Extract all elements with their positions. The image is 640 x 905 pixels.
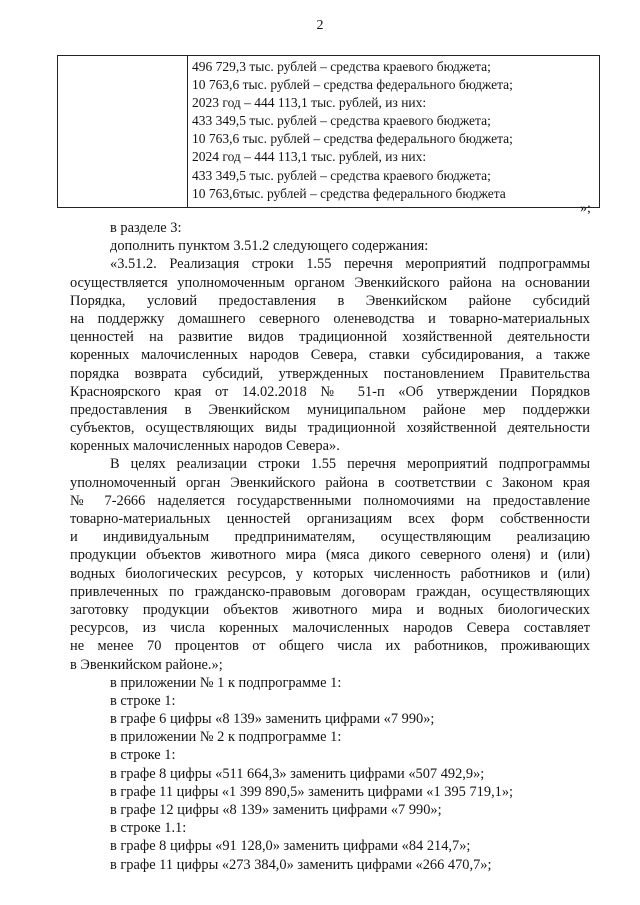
text-line: в графе 11 цифры «1 399 890,5» заменить цифрами «1 395 719,1»; [110, 783, 514, 800]
text-line: продукции объектов животного мира (мяса дикого северного оленя) и (или) [70, 547, 590, 564]
table-line: 2024 год – 444 113,1 тыс. рублей, из них: [192, 149, 427, 165]
text-line: ценностей на развитие видов традиционной хозяйственной деятельности [70, 329, 590, 346]
text-line: в строке 1: [110, 747, 176, 764]
text-line: дополнить пунктом 3.51.2 следующего содержания: [110, 238, 429, 255]
table-line: 433 349,5 тыс. рублей – средства краевого бюджета; [192, 167, 491, 183]
text-line: коренных малочисленных народов Севера, ставки субсидирования, а также [70, 347, 590, 364]
text-line: уполномоченный орган Эвенкийского района в соответствии с Законом края [70, 474, 590, 491]
text-line: субъектов, осуществляющих виды традиционной хозяйственной деятельности [70, 420, 590, 437]
text-line: в графе 11 цифры «273 384,0» заменить цифрами «266 470,7»; [110, 856, 492, 873]
table-row [58, 56, 600, 208]
text-line: порядка возврата субсидий, утвержденных постановлением Правительства [70, 365, 590, 382]
text-line: товарно-материальных ценностей организациям всех форм собственности [70, 511, 590, 527]
table-left-cell [58, 56, 188, 208]
budget-table [57, 55, 600, 208]
text-line: в приложении № 2 к подпрограмме 1: [110, 729, 342, 746]
text-line: в разделе 3: [110, 220, 182, 236]
page-number: 2 [316, 18, 324, 33]
table-line: 10 763,6 тыс. рублей – средства федерального бюджета; [192, 77, 513, 93]
text-line: заготовку продукции объектов животного мира и водных биологических [70, 601, 590, 618]
table-line: 2023 год – 444 113,1 тыс. рублей, из них: [192, 95, 427, 111]
text-line: в строке 1: [110, 692, 176, 709]
table-right-cell [188, 56, 600, 208]
text-line: в Эвенкийском районе.»; [70, 656, 223, 673]
text-line: осуществляется уполномоченным органом Эвенкийского района на основании [70, 274, 590, 291]
text-line: водных биологических ресурсов, у которых численность работников и (или) [70, 565, 590, 582]
text-line: и индивидуальным предпринимателям, осуществляющим реализацию [70, 529, 590, 546]
text-line: в графе 8 цифры «511 664,3» заменить цифрами «507 492,9»; [110, 765, 485, 782]
text-line: в приложении № 1 к подпрограмме 1: [110, 674, 342, 691]
text-line: Красноярского края от 14.02.2018 № 51-п «Об утверждении Порядков [70, 383, 590, 400]
table-line: 10 763,6 тыс. рублей – средства федерального бюджета; [192, 131, 513, 147]
text-line: «3.51.2. Реализация строки 1.55 перечня мероприятий подпрограммы [110, 256, 590, 273]
text-line: № 7-2666 наделяется государственными полномочиями на предоставление [70, 492, 590, 509]
text-line: привлеченных по гражданско-правовым договорам граждан, осуществляющих [70, 583, 590, 600]
text-line: в графе 6 цифры «8 139» заменить цифрами «7 990»; [110, 711, 435, 728]
table-line: 496 729,3 тыс. рублей – средства краевого бюджета; [192, 59, 491, 74]
text-line: в графе 8 цифры «91 128,0» заменить цифрами «84 214,7»; [110, 838, 471, 855]
closing-quote: »; [580, 201, 591, 216]
text-line: В целях реализации строки 1.55 перечня мероприятий подпрограммы [110, 456, 590, 473]
body-text [70, 219, 590, 874]
table-line: 10 763,6тыс. рублей – средства федерального бюджета [192, 185, 506, 201]
text-line: в строке 1.1: [110, 820, 187, 837]
table-line: 433 349,5 тыс. рублей – средства краевого бюджета; [192, 113, 491, 129]
text-line: не менее 70 процентов от общего числа их работников, проживающих [70, 638, 590, 655]
text-line: коренных малочисленных народов Севера». [70, 438, 340, 455]
text-line: на поддержку домашнего северного оленеводства и товарно-материальных [70, 310, 590, 327]
text-line: предоставления в Эвенкийском муниципальном районе мер поддержки [70, 401, 590, 418]
text-line: в графе 12 цифры «8 139» заменить цифрами «7 990»; [110, 802, 442, 818]
text-line: Порядка, условий предоставления в Эвенкийском районе субсидий [70, 292, 590, 309]
text-line: ресурсов, из числа коренных малочисленных народов Севера составляет [70, 620, 590, 637]
